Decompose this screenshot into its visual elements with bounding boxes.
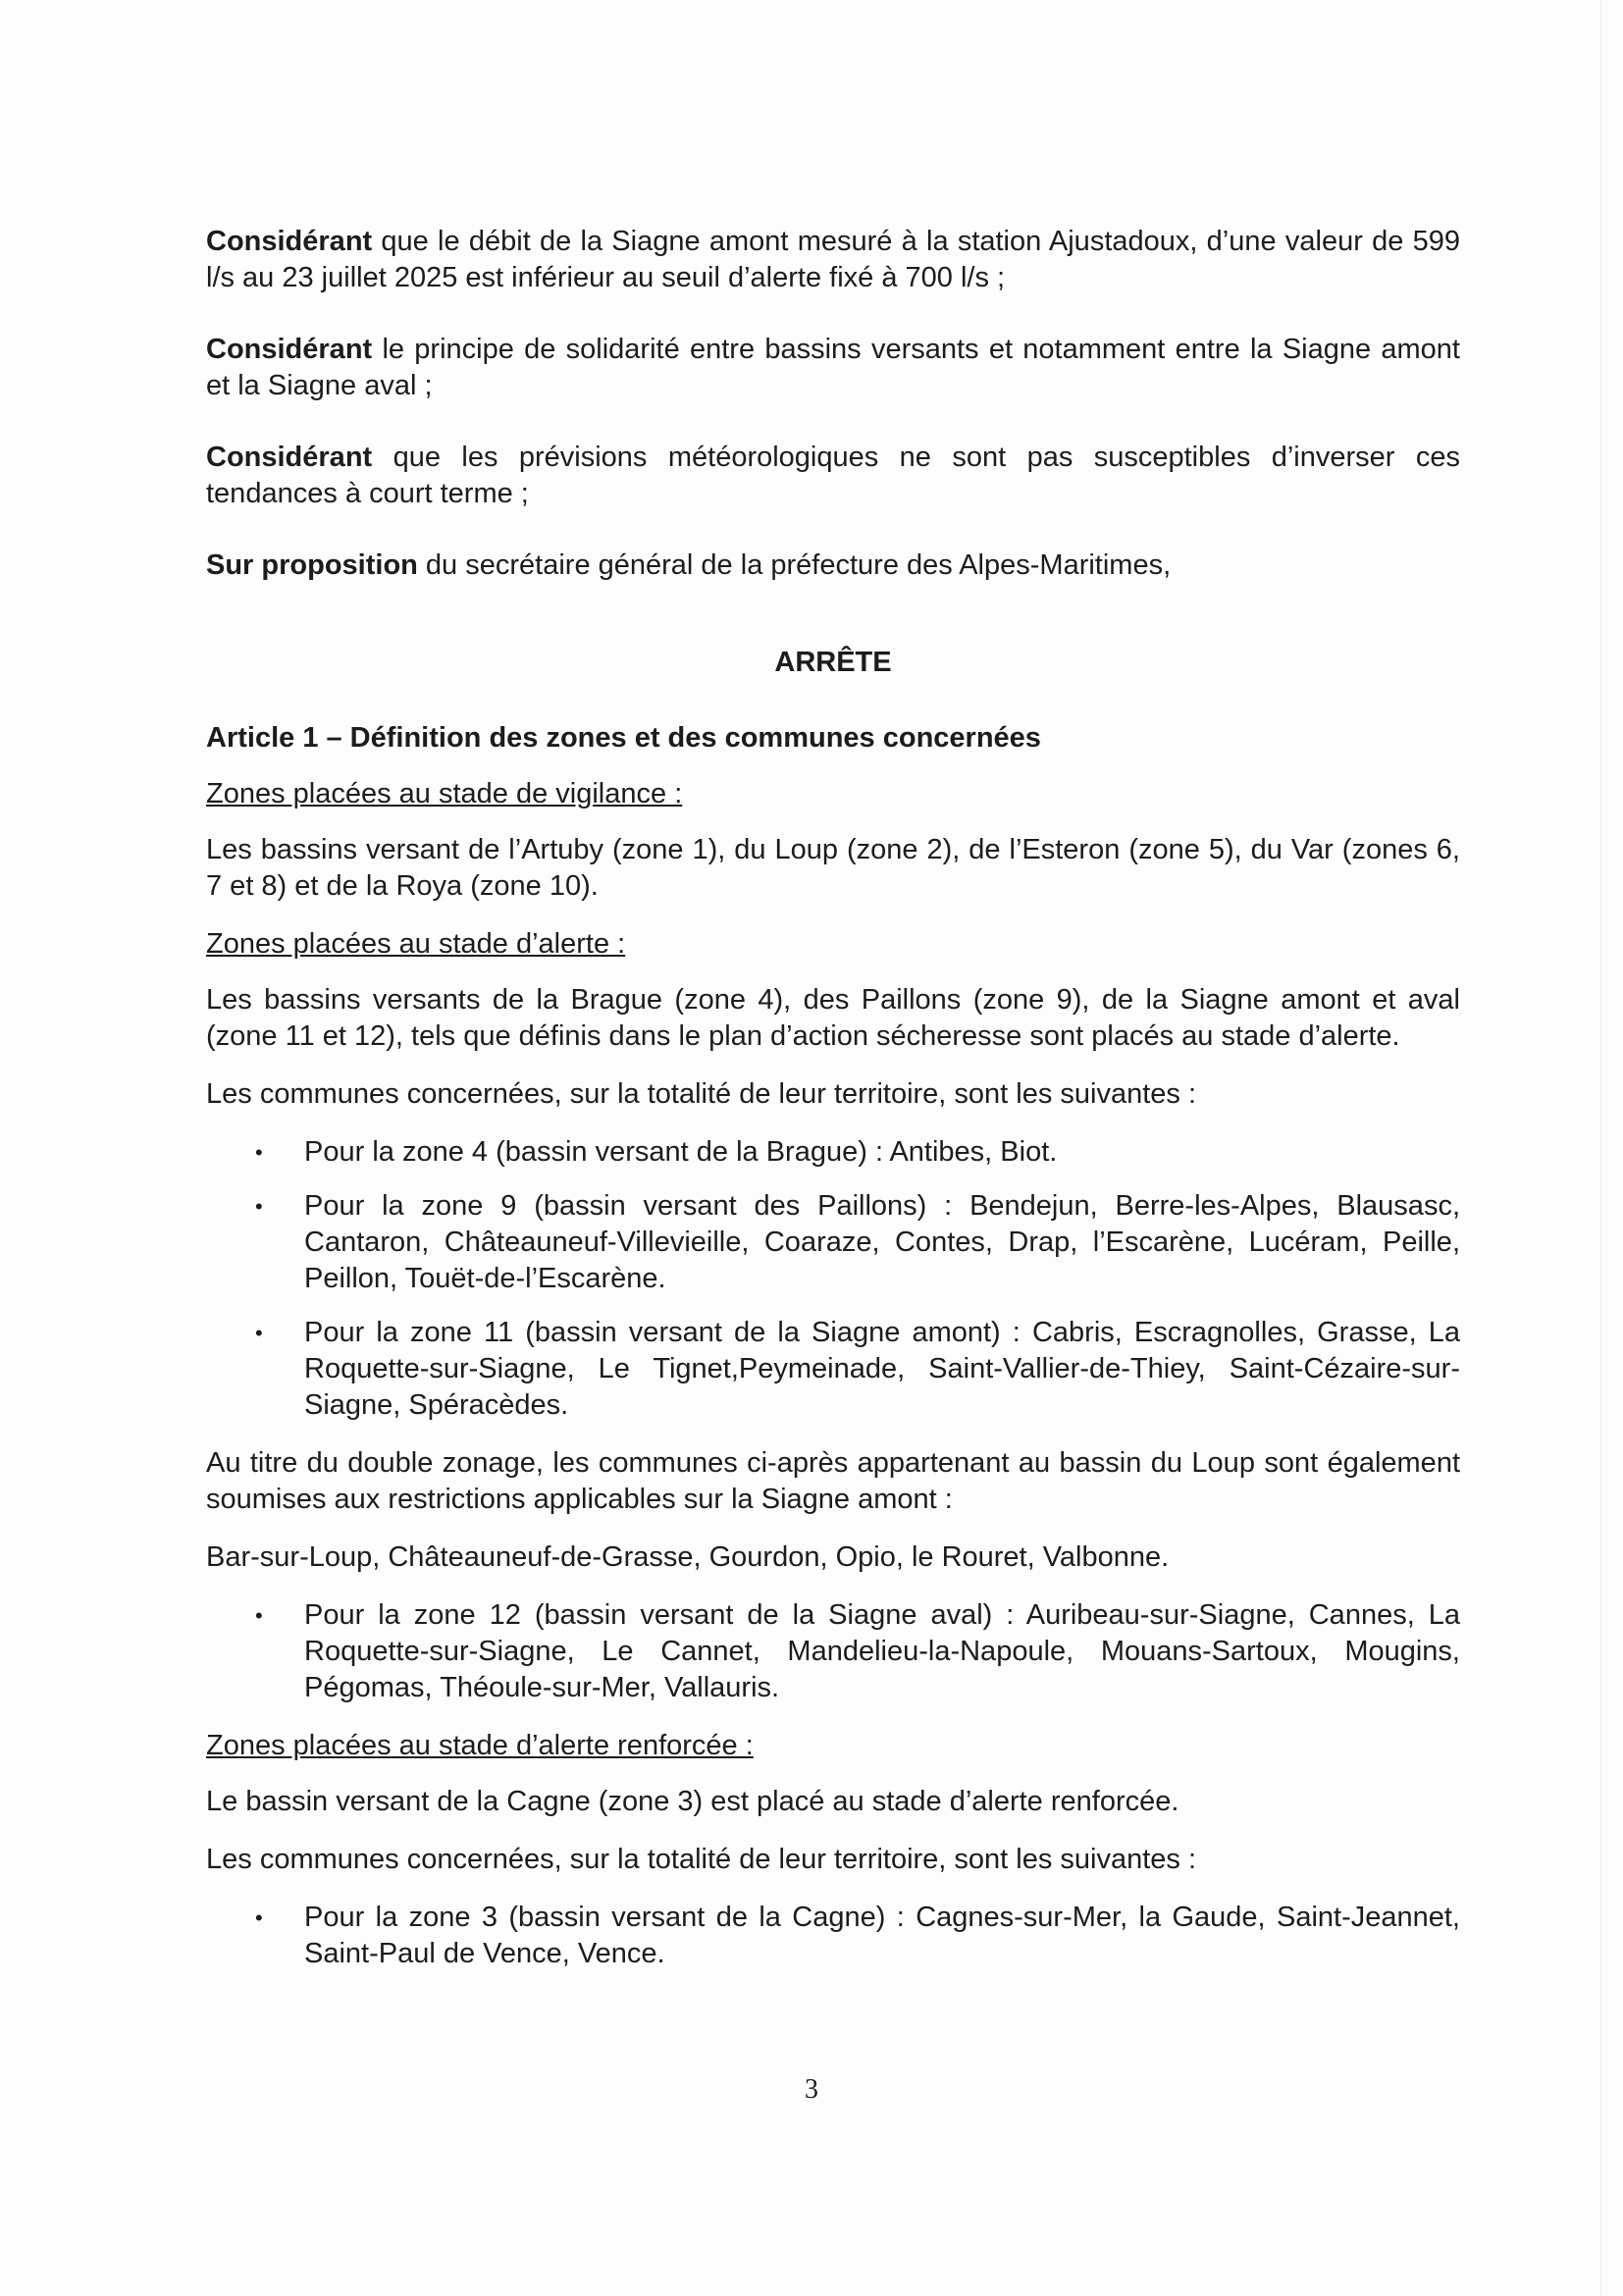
alerte-heading: Zones placées au stade d’alerte : (206, 928, 626, 960)
renforcee-communes-intro: Les communes concernées, sur la totalité de leur territoire, sont les suivantes : (206, 1844, 1197, 1875)
list-item (206, 1597, 1460, 1706)
arrete-heading: ARRÊTE (774, 647, 892, 678)
renforcee-zone-list (206, 1900, 1460, 1972)
bullet-icon: • (255, 1321, 263, 1345)
considerant-text: le principe de solidarité entre bassins versants et notamment entre la Siagne amont et la Siagne aval ; (206, 334, 1460, 401)
considerant-paragraph (206, 332, 1460, 404)
alerte-communes-intro: Les communes concernées, sur la totalité de leur territoire, sont les suivantes : (206, 1078, 1197, 1110)
alerte-zone-list-2 (206, 1597, 1460, 1706)
double-zonage-text: Au titre du double zonage, les communes ci-après appartenant au bassin du Loup sont également soumises aux restrictions applicables sur la Siagne amont : (206, 1447, 1460, 1515)
page-edge-line (1600, 0, 1601, 2296)
page-number: 3 (805, 2074, 818, 2105)
list-item (206, 1134, 1460, 1171)
bullet-icon: • (255, 1905, 263, 1930)
list-item-text: Pour la zone 11 (bassin versant de la Siagne amont) : Cabris, Escragnolles, Grasse, La Roquette-sur-Siagne, Le Tignet,Peymeinade, Saint-Vallier-de-Thiey, Saint-Cézaire-sur-Siagne, Spéracèdes. (304, 1317, 1460, 1421)
bullet-icon: • (255, 1140, 263, 1165)
loup-communes-text: Bar-sur-Loup, Châteauneuf-de-Grasse, Gourdon, Opio, le Rouret, Valbonne. (206, 1541, 1170, 1573)
considerant-keyword: Considérant (206, 226, 373, 257)
list-item (206, 1188, 1460, 1297)
bullet-icon: • (255, 1603, 263, 1628)
list-item-text: Pour la zone 3 (bassin versant de la Cagne) : Cagnes-sur-Mer, la Gaude, Saint-Jeannet, Saint-Paul de Vence, Vence. (304, 1902, 1460, 1969)
list-item-text: Pour la zone 4 (bassin versant de la Brague) : Antibes, Biot. (304, 1136, 1058, 1168)
proposition-paragraph (206, 548, 1460, 584)
list-item (206, 1900, 1460, 1972)
vigilance-text: Les bassins versant de l’Artuby (zone 1), du Loup (zone 2), de l’Esteron (zone 5), du Var (zones 6, 7 et 8) et de la Roya (zone 10). (206, 834, 1460, 902)
considerant-paragraph (206, 440, 1460, 512)
renforcee-heading: Zones placées au stade d’alerte renforcée : (206, 1730, 754, 1761)
considerant-paragraph (206, 224, 1460, 296)
vigilance-heading: Zones placées au stade de vigilance : (206, 778, 683, 809)
list-item-text: Pour la zone 12 (bassin versant de la Siagne aval) : Auribeau-sur-Siagne, Cannes, La Roquette-sur-Siagne, Le Cannet, Mandelieu-la-Napoule, Mouans-Sartoux, Mougins, Pégomas, Théoule-sur-Mer, Vallauris. (304, 1599, 1460, 1703)
list-item (206, 1315, 1460, 1424)
proposition-text: du secrétaire général de la préfecture des Alpes-Maritimes, (417, 549, 1172, 581)
bullet-icon: • (255, 1194, 263, 1219)
renforcee-text: Le bassin versant de la Cagne (zone 3) est placé au stade d’alerte renforcée. (206, 1786, 1179, 1817)
article-1-title: Article 1 – Définition des zones et des communes concernées (206, 722, 1041, 754)
considerant-text: que les prévisions météorologiques ne sont pas susceptibles d’inverser ces tendances à court terme ; (206, 442, 1460, 509)
considerant-keyword: Considérant (206, 334, 373, 365)
considerant-text: que le débit de la Siagne amont mesuré à la station Ajustadoux, d’une valeur de 599 l/s au 23 juillet 2025 est inférieur au seuil d’alerte fixé à 700 l/s ; (206, 226, 1460, 293)
proposition-keyword: Sur proposition (206, 549, 418, 581)
alerte-text: Les bassins versants de la Brague (zone 4), des Paillons (zone 9), de la Siagne amont et aval (zone 11 et 12), tels que définis dans le plan d’action sécheresse sont placés au stade d’alerte. (206, 984, 1460, 1052)
considerant-keyword: Considérant (206, 442, 373, 473)
list-item-text: Pour la zone 9 (bassin versant des Paillons) : Bendejun, Berre-les-Alpes, Blausasc, Cantaron, Châteauneuf-Villevieille, Coaraze, Contes, Drap, l’Escarène, Lucéram, Peille, Peillon, Touët-de-l’Escarène. (304, 1190, 1460, 1294)
alerte-zone-list (206, 1134, 1460, 1424)
document-body (206, 224, 1460, 1994)
